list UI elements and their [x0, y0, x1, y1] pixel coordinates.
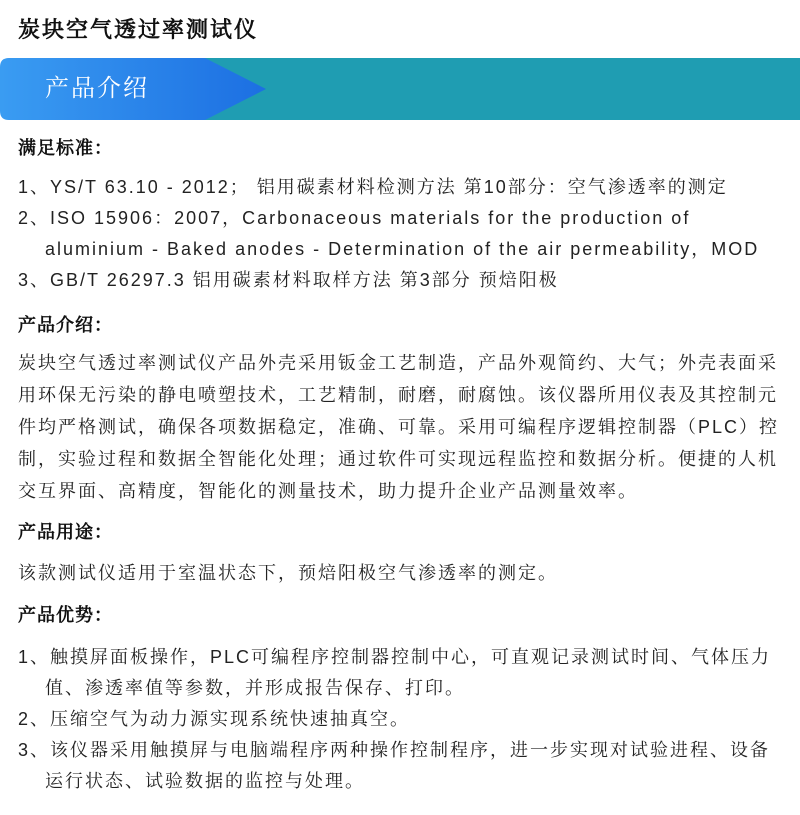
advantage-item-line-continued: 运行状态、试验数据的监控与处理。 [45, 771, 365, 791]
page-title: 炭块空气透过率测试仪 [18, 17, 259, 42]
standard-item-line-continued: aluminium - Baked anodes - Determination of the air permeability，MOD [45, 239, 760, 259]
paragraph-line: 交互界面、高精度，智能化的测量技术，助力提升企业产品测量效率。 [18, 481, 638, 501]
section-banner [0, 58, 800, 120]
advantage-item-line: 1、触摸屏面板操作，PLC可编程序控制器控制中心，可直观记录测试时间、气体压力 [18, 647, 772, 667]
advantage-item-line: 2、压缩空气为动力源实现系统快速抽真空。 [18, 709, 411, 729]
advantage-item [18, 642, 800, 704]
paragraph-line: 该款测试仪适用于室温状态下，预焙阳极空气渗透率的测定。 [18, 563, 558, 583]
advantages-list [18, 642, 800, 797]
advantage-item [18, 735, 800, 797]
section-heading-introduction: 产品介绍： [18, 315, 113, 335]
standard-item-line: 1、YS/T 63.10 - 2012； 铝用碳素材料检测方法 第10部分：空气渗透率的测定 [18, 177, 728, 197]
usage-paragraph [18, 557, 800, 589]
advantage-item [18, 704, 800, 735]
section-heading-standards: 满足标准： [18, 138, 113, 158]
section-heading-usage: 产品用途： [18, 522, 113, 542]
standard-item [18, 203, 800, 265]
standard-item-line: 3、GB/T 26297.3 铝用碳素材料取样方法 第3部分 预焙阳极 [18, 270, 559, 290]
section-heading-advantages: 产品优势： [18, 605, 113, 625]
banner-label: 产品介绍 [45, 75, 149, 102]
paragraph-line: 制，实验过程和数据全智能化处理；通过软件可实现远程监控和数据分析。便捷的人机 [18, 449, 778, 469]
paragraph-line: 件均严格测试，确保各项数据稳定，准确、可靠。采用可编程序逻辑控制器（PLC）控 [18, 417, 780, 437]
standard-item-line: 2、ISO 15906：2007，Carbonaceous materials for the production of [18, 208, 691, 228]
introduction-paragraph [18, 347, 800, 507]
standard-item [18, 265, 800, 296]
product-content [0, 132, 800, 797]
advantage-item-line-continued: 值、渗透率值等参数，并形成报告保存、打印。 [45, 678, 465, 698]
standard-item [18, 172, 800, 203]
paragraph-line: 用环保无污染的静电喷塑技术，工艺精制，耐磨，耐腐蚀。该仪器所用仪表及其控制元 [18, 385, 778, 405]
advantage-item-line: 3、该仪器采用触摸屏与电脑端程序两种操作控制程序，进一步实现对试验进程、设备 [18, 740, 771, 760]
standards-list [18, 172, 800, 296]
paragraph-line: 炭块空气透过率测试仪产品外壳采用钣金工艺制造，产品外观简约、大气；外壳表面采 [18, 353, 778, 373]
